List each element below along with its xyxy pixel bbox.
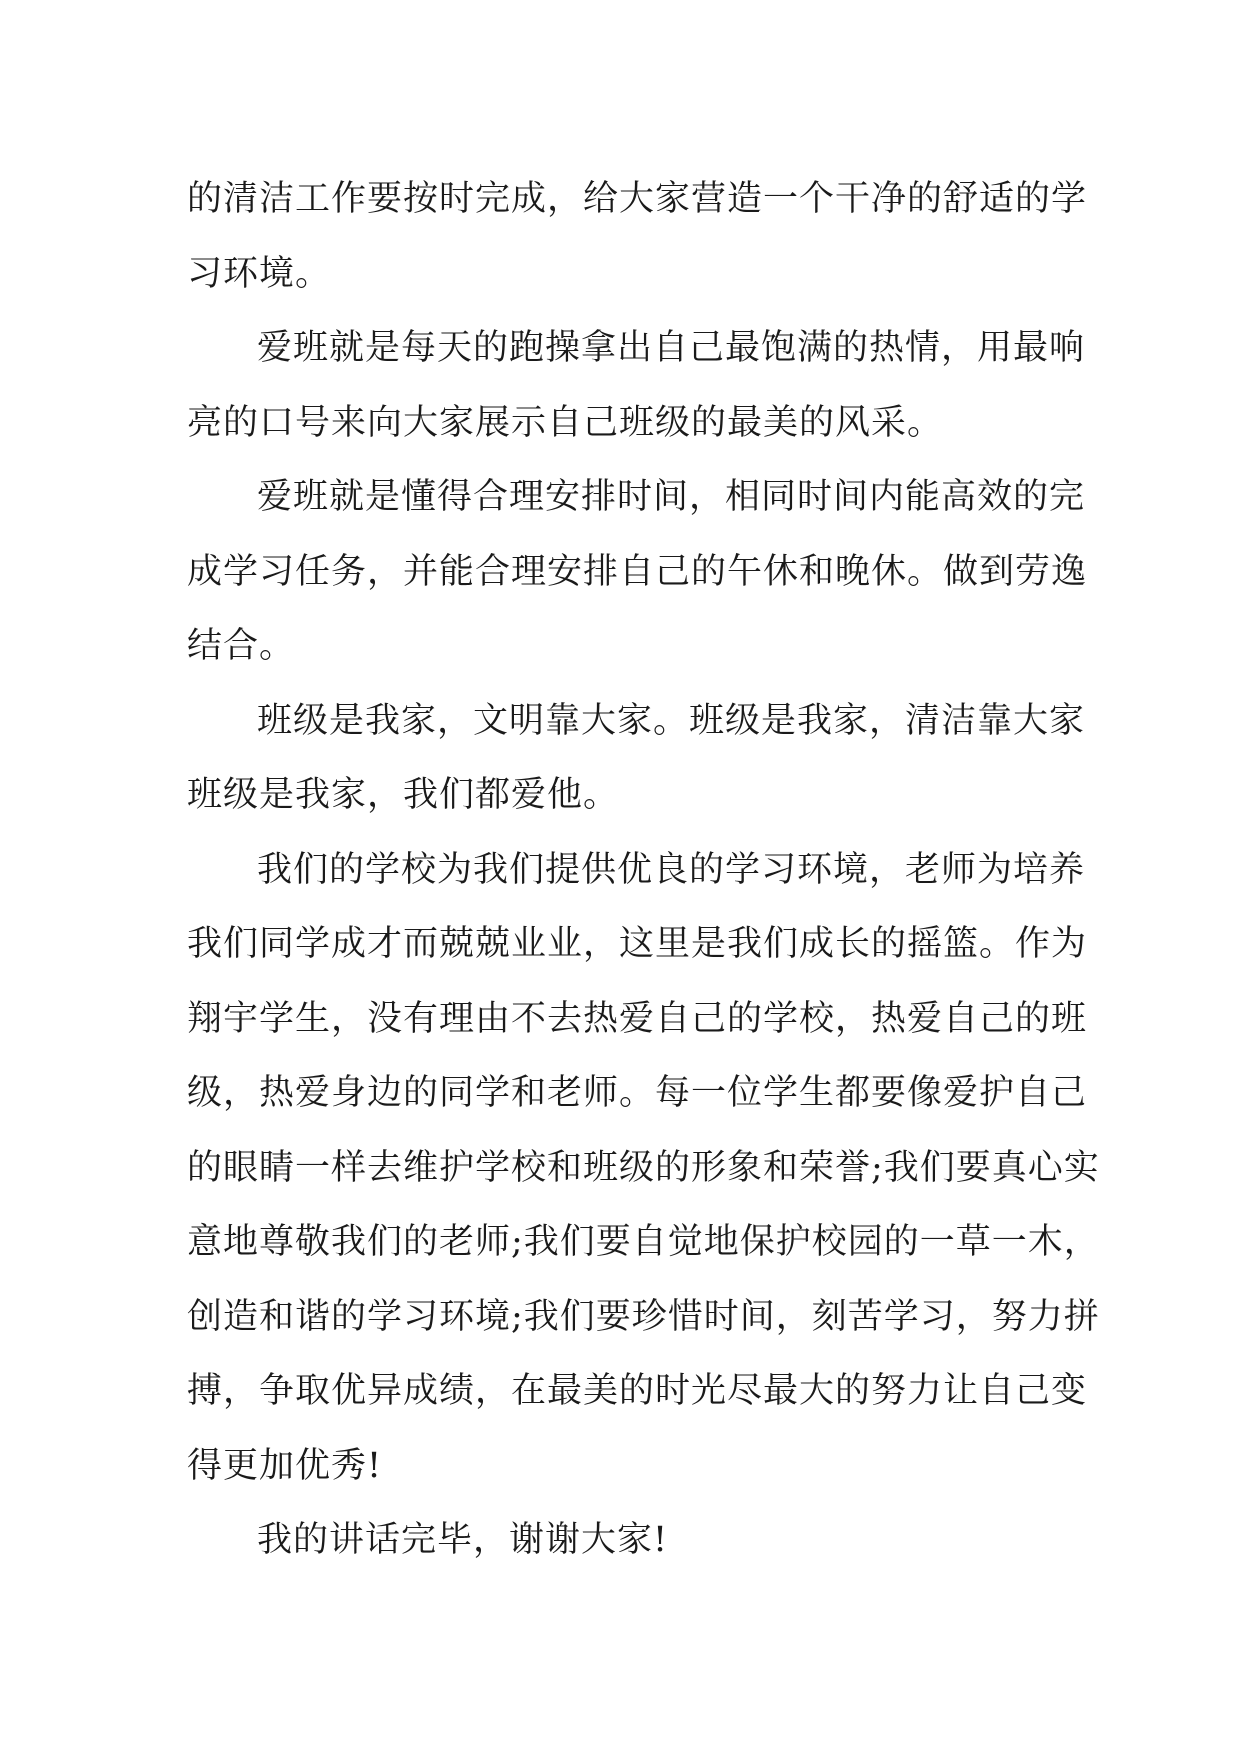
text-line: 的眼睛一样去维护学校和班级的形象和荣誉;我们要真心实 bbox=[187, 1147, 1100, 1188]
paragraph-start-line: 我的讲话完毕，谢谢大家! bbox=[257, 1520, 669, 1560]
text-line: 亮的口号来向大家展示自己班级的最美的风采。 bbox=[187, 402, 944, 443]
text-line: 创造和谐的学习环境;我们要珍惜时间，刻苦学习，努力拼 bbox=[187, 1296, 1100, 1337]
paragraph-start-line: 爱班就是懂得合理安排时间，相同时间内能高效的完 bbox=[257, 477, 1086, 517]
text-line: 结合。 bbox=[187, 626, 296, 666]
text-line: 得更加优秀! bbox=[187, 1445, 383, 1486]
paragraph-start-line: 班级是我家，文明靠大家。班级是我家，清洁靠大家 bbox=[257, 700, 1086, 741]
text-line: 我们同学成才而兢兢业业，这里是我们成长的摇篮。作为 bbox=[187, 924, 1088, 964]
paragraph-start-line: 爱班就是每天的跑操拿出自己最饱满的热情，用最响 bbox=[257, 328, 1086, 368]
paragraph-start-line: 我们的学校为我们提供优良的学习环境，老师为培养 bbox=[257, 849, 1086, 890]
text-line: 搏，争取优异成绩，在最美的时光尽最大的努力让自己变 bbox=[187, 1371, 1088, 1411]
text-line: 意地尊敬我们的老师;我们要自觉地保护校园的一草一木， bbox=[187, 1222, 1100, 1262]
text-line: 的清洁工作要按时完成，给大家营造一个干净的舒适的学 bbox=[187, 179, 1088, 219]
text-line: 翔宇学生，没有理由不去热爱自己的学校，热爱自己的班 bbox=[187, 998, 1088, 1039]
text-line: 习环境。 bbox=[187, 253, 332, 294]
text-line: 成学习任务，并能合理安排自己的午休和晚休。做到劳逸 bbox=[187, 551, 1088, 592]
text-line: 级，热爱身边的同学和老师。每一位学生都要像爱护自己 bbox=[187, 1073, 1088, 1113]
document-body bbox=[187, 162, 1100, 1578]
text-line: 班级是我家，我们都爱他。 bbox=[187, 775, 620, 815]
